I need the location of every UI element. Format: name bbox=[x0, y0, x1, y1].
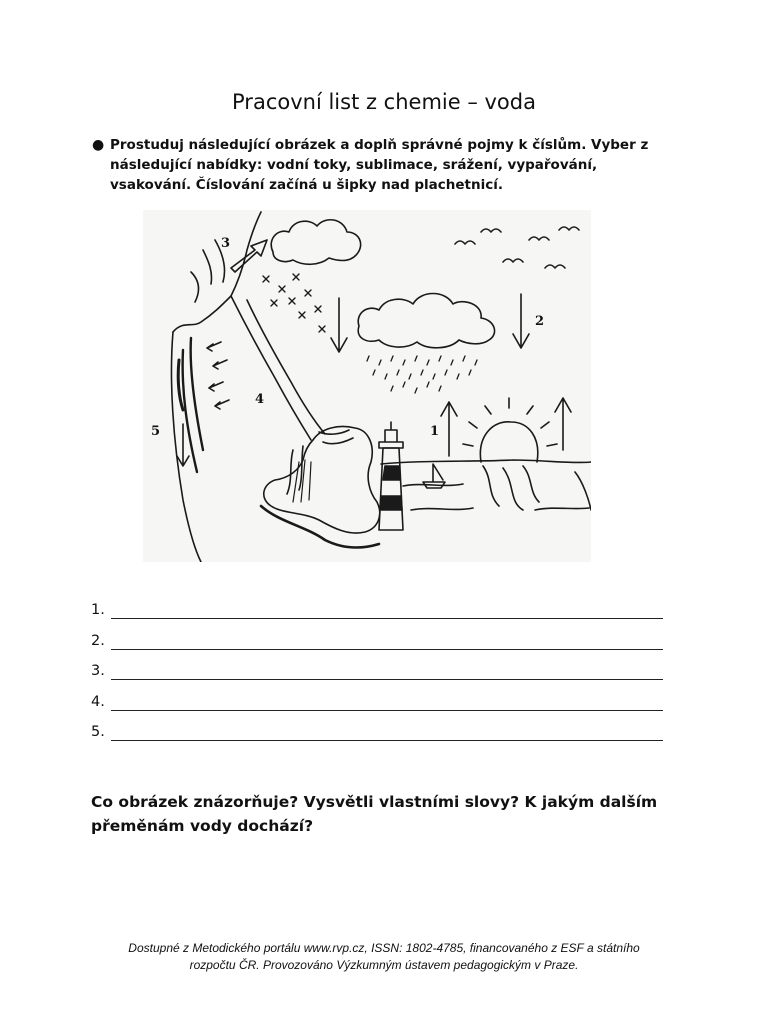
footer-line-1: Dostupné z Metodického portálu www.rvp.cz, ISSN: 1802-4785, financovaného z ESF a státního bbox=[128, 941, 640, 955]
task-text: Prostuduj následující obrázek a doplň správné pojmy k číslům. Vyber z následující nabídky: vodní toky, sublimace, srážení, vypařování, vsakování. Číslování začíná u šipky nad plachetnicí. bbox=[110, 137, 649, 193]
rain-cloud bbox=[358, 294, 494, 348]
answer-blank[interactable] bbox=[111, 710, 663, 711]
arrow-2 bbox=[513, 294, 529, 348]
answer-number: 5. bbox=[91, 724, 105, 740]
answer-number: 1. bbox=[91, 602, 105, 618]
mountain bbox=[173, 212, 261, 332]
answer-blank[interactable] bbox=[111, 740, 663, 741]
sun bbox=[480, 422, 537, 462]
cloud-top bbox=[271, 220, 360, 265]
answer-lines bbox=[91, 596, 663, 749]
answer-line-3 bbox=[91, 657, 663, 688]
figure-label-2: 2 bbox=[535, 314, 545, 329]
page-title: Pracovní list z chemie – voda bbox=[232, 90, 536, 114]
answer-number: 3. bbox=[91, 663, 105, 679]
answer-line-1 bbox=[91, 596, 663, 627]
figure-label-3: 3 bbox=[221, 236, 231, 251]
answer-blank[interactable] bbox=[111, 649, 663, 650]
rain-drops bbox=[367, 356, 477, 393]
answer-line-5 bbox=[91, 718, 663, 749]
answer-number: 2. bbox=[91, 632, 105, 649]
birds bbox=[455, 227, 579, 268]
water-cycle-illustration bbox=[143, 210, 591, 562]
answer-line-2 bbox=[91, 627, 663, 658]
footer-line-2: rozpočtu ČR. Provozováno Výzkumným ústavem pedagogickým v Praze. bbox=[189, 958, 579, 972]
figure-label-1: 1 bbox=[430, 424, 440, 439]
lighthouse bbox=[379, 422, 403, 530]
answer-blank[interactable] bbox=[111, 679, 663, 680]
question-text: Co obrázek znázorňuje? Vysvětli vlastními slovy? K jakým dalším přeměnám vody dochází? bbox=[91, 793, 658, 835]
answer-line-4 bbox=[91, 688, 663, 719]
snow-flakes bbox=[263, 274, 325, 332]
answer-blank[interactable] bbox=[111, 618, 663, 619]
task-instruction bbox=[92, 135, 652, 195]
footer bbox=[0, 940, 768, 974]
sea bbox=[381, 460, 591, 464]
figure-label-5: 5 bbox=[151, 424, 161, 439]
island bbox=[264, 427, 380, 534]
arrow-1 bbox=[441, 402, 457, 456]
rock-face bbox=[171, 332, 201, 562]
bullet-icon: ● bbox=[92, 137, 105, 153]
answer-number: 4. bbox=[91, 693, 105, 710]
figure-label-4: 4 bbox=[255, 392, 265, 407]
